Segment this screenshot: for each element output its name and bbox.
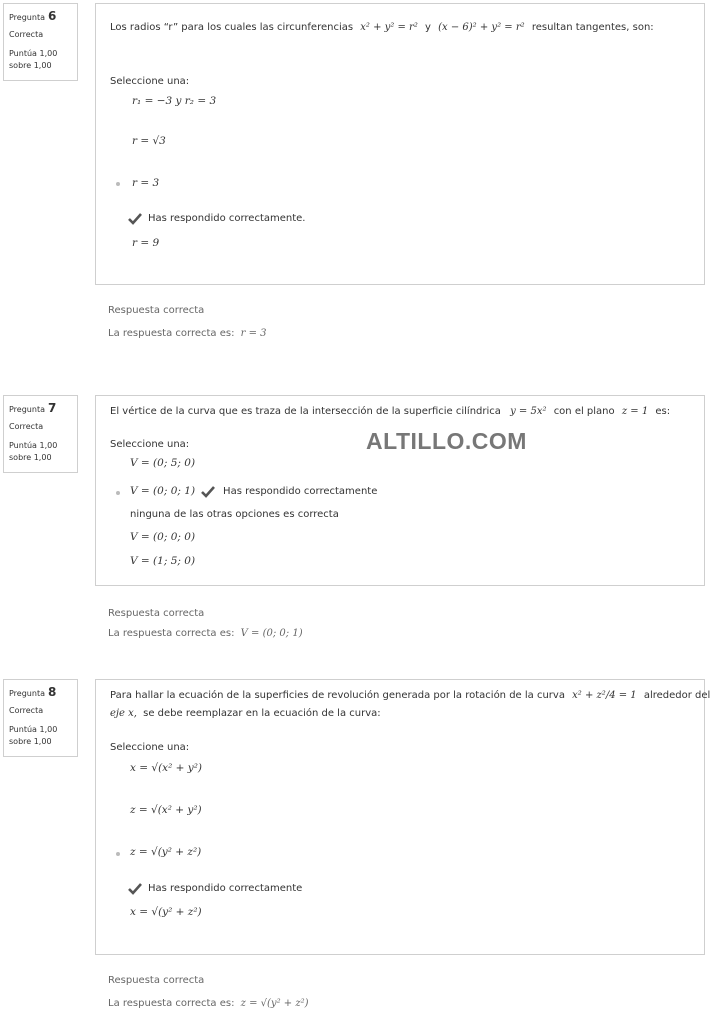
watermark: ALTILLO.COM [366,428,527,454]
answer-option[interactable]: r = 9 [132,237,160,249]
question-content [95,679,710,955]
radio-selected-icon[interactable] [116,491,120,495]
answer-option[interactable]: r = √3 [132,135,166,147]
answer-option[interactable]: V = (0; 5; 0) [130,457,196,469]
question-info [3,679,78,757]
question-info [3,395,78,473]
answer-option[interactable]: ninguna de las otras opciones es correcta [130,509,339,520]
correct-answer: La respuesta correcta es: r = 3 [108,328,267,339]
question-mark-max: sobre 1,00 [9,737,52,746]
question-label: Pregunta [9,13,45,22]
answer-option[interactable]: z = √(x² + y²) [130,804,202,816]
answer-option[interactable]: x = √(x² + y²) [130,762,203,774]
question-number: 7 [47,401,57,415]
correct-answer: La respuesta correcta es: z = √(y² + z²) [108,998,309,1009]
question-number: 8 [47,685,57,699]
question-state: Correcta [9,422,44,431]
question-text-line2: eje x, se debe reemplazar en la ecuación de la curva: [110,708,381,719]
answer-option[interactable]: V = (1; 5; 0) [130,555,196,567]
question-label: Pregunta [9,405,45,414]
answer-option-selected[interactable]: r = 3 [132,177,160,189]
answer-option-selected[interactable]: z = √(y² + z²) [130,846,202,858]
feedback: Has respondido correctamente. [128,213,306,224]
select-prompt: Seleccione una: [110,742,190,753]
equation: z = 1 [621,406,649,417]
answer-option[interactable]: r₁ = −3 y r₂ = 3 [132,95,217,107]
check-icon [128,213,142,224]
question-info [3,3,78,81]
question-mark: Puntúa 1,00 [9,441,58,450]
answer-option-selected[interactable]: V = (0; 0; 1) Has respondido correctamente [130,485,378,497]
answer-option[interactable]: V = (0; 0; 0) [130,531,196,543]
question-label: Pregunta [9,689,45,698]
radio-selected-icon[interactable] [116,182,120,186]
question-mark: Puntúa 1,00 [9,725,58,734]
question-mark-max: sobre 1,00 [9,61,52,70]
outcome-status: Respuesta correcta [108,975,205,986]
question-state: Correcta [9,706,44,715]
question-text: Para hallar la ecuación de la superficies de revolución generada por la rotación de la curva x² + z²/4 = 1 alrededor del [110,690,710,701]
equation: y = 5x² [510,406,547,417]
question-text: Los radios “r” para los cuales las circunferencias x² + y² = r² y (x − 6)² + y² = r² resultan tangentes, son: [110,22,654,33]
outcome-status: Respuesta correcta [108,608,205,619]
select-prompt: Seleccione una: [110,439,190,450]
check-icon [128,883,142,894]
question-text: El vértice de la curva que es traza de la intersección de la superficie cilíndrica y = 5x² con el plano z = 1 es: [110,406,671,417]
question-state: Correcta [9,30,44,39]
select-prompt: Seleccione una: [110,76,190,87]
question-mark: Puntúa 1,00 [9,49,58,58]
check-icon [201,486,215,497]
radio-selected-icon[interactable] [116,852,120,856]
equation: x² + y² = r² [360,22,418,33]
question-number: 6 [47,9,57,23]
answer-option[interactable]: x = √(y² + z²) [130,906,202,918]
question-content [95,3,705,285]
equation: x² + z²/4 = 1 [572,690,637,701]
equation: (x − 6)² + y² = r² [438,22,525,33]
correct-answer: La respuesta correcta es: V = (0; 0; 1) [108,628,303,639]
question-mark-max: sobre 1,00 [9,453,52,462]
feedback: Has respondido correctamente [128,883,302,894]
question-content [95,395,705,586]
outcome-status: Respuesta correcta [108,305,205,316]
feedback: Has respondido correctamente [223,485,378,497]
